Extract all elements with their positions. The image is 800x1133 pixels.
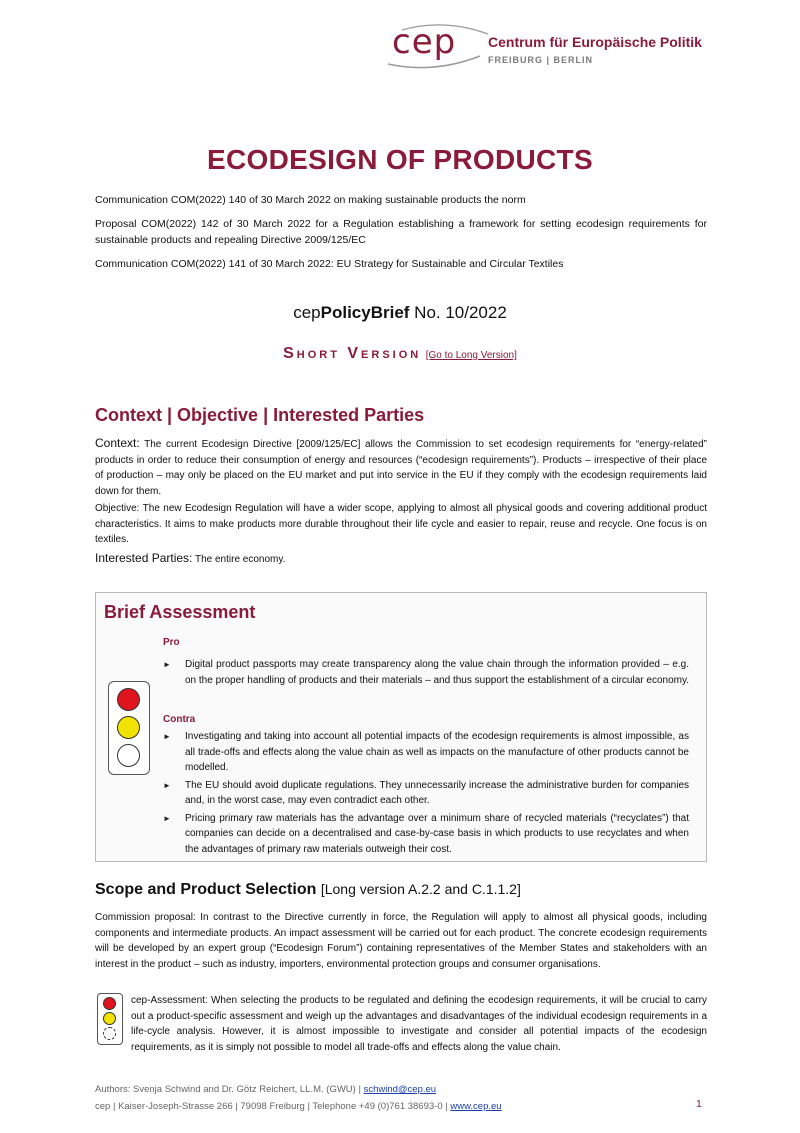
parties-text: The entire economy.: [192, 554, 286, 565]
proposal-text: In contrast to the Directive currently in force, the Regulation will apply to almost all physical goods, including components and intermediate products. An impact assessment will be carried out for each product. The concrete ecodesign requirements will be developed by an expert group (“Ecodesign Forum”) containing representatives of the Member States and stakeholders with an interest in the product – such as industry, importers, environmental protection groups and consumer organisations.: [95, 912, 707, 970]
pro-list: [163, 657, 689, 690]
org-location: FREIBURG | BERLIN: [488, 55, 594, 65]
scope-heading: [95, 881, 521, 899]
brief-prefix: cep: [293, 303, 321, 322]
long-version-link[interactable]: [Go to Long Version]: [425, 350, 517, 361]
proposal-label: Commission proposal:: [95, 912, 196, 923]
authors-text: Authors: Svenja Schwind and Dr. Götz Reichert, LL.M. (GWU) |: [95, 1084, 364, 1095]
cep-assessment-label: cep-Assessment:: [131, 995, 208, 1006]
short-version-line: [0, 345, 800, 363]
policy-brief-number: [0, 303, 800, 323]
contra-label: Contra: [163, 714, 196, 725]
yellow-light-icon: [117, 716, 140, 739]
objective-label: Objective:: [95, 503, 140, 514]
traffic-light-icon: [108, 681, 150, 775]
org-name: Centrum für Europäische Politik: [488, 34, 702, 50]
brief-number: No. 10/2022: [409, 303, 507, 322]
objective-text: The new Ecodesign Regulation will have a wider scope, applying to almost all physical goods and covering additional product characteristics. It aims to make products more durable throughout their life cycle and easier to repair, reuse and recycle. One focus is on textiles.: [95, 503, 707, 545]
footer-authors: [95, 1081, 707, 1098]
short-version-label: Short Version: [283, 345, 422, 362]
brief-assessment-box: [95, 592, 707, 862]
context-paragraph: [95, 436, 707, 499]
parties-paragraph: [95, 551, 707, 568]
website-link[interactable]: www.cep.eu: [450, 1101, 502, 1112]
scope-title: Scope and Product Selection: [95, 881, 317, 898]
contra-list: [163, 729, 689, 859]
parties-label: Interested Parties:: [95, 551, 193, 565]
cep-assessment-paragraph: [131, 993, 707, 1055]
reference-3: Communication COM(2022) 141 of 30 March 2022: EU Strategy for Sustainable and Circular Textiles: [95, 258, 564, 270]
assessment-heading: Brief Assessment: [104, 602, 256, 622]
document-title: ECODESIGN OF PRODUCTS: [207, 144, 593, 175]
commission-proposal-paragraph: [95, 910, 707, 972]
footer-address: [95, 1098, 707, 1115]
reference-1: Communication COM(2022) 140 of 30 March 2022 on making sustainable products the norm: [95, 194, 526, 206]
reference-2: Proposal COM(2022) 142 of 30 March 2022 for a Regulation establishing a framework for setting ecodesign requirements for sustainable products and repealing Directive 2009/125/EC: [95, 218, 707, 246]
author-email-link[interactable]: schwind@cep.eu: [363, 1084, 437, 1095]
context-label: Context:: [95, 436, 140, 450]
small-traffic-light-icon: [97, 993, 123, 1045]
pro-item: ► Digital product passports may create transparency along the value chain through the information provided – e.g. on the proper handling of products and their materials – and thus support the establishment of a circular economy.: [163, 657, 689, 688]
cep-logo: [392, 22, 722, 72]
logo-text: cep: [392, 22, 457, 62]
red-light-icon: [117, 688, 140, 711]
address-text: cep | Kaiser-Joseph-Strasse 266 | 79098 Freiburg | Telephone +49 (0)761 38693-0 |: [95, 1101, 451, 1112]
off-light-icon: [103, 1027, 116, 1040]
red-light-icon: [103, 997, 116, 1010]
contra-item: ► Pricing primary raw materials has the advantage over a minimum share of recycled materials (“recyclates”) that companies can decide on a decentralised and case-by-case basis in which products to use recyclates and when the advantages of primary raw materials outweigh their cost.: [163, 811, 689, 858]
objective-paragraph: [95, 501, 707, 548]
page-number: 1: [696, 1098, 702, 1110]
yellow-light-icon: [103, 1012, 116, 1025]
pro-label: Pro: [163, 637, 180, 648]
off-light-icon: [117, 744, 140, 767]
context-text: The current Ecodesign Directive [2009/125/EC] allows the Commission to set ecodesign requirements for “energy-related” products in order to reduce their consumption of energy and resources (“ecodesign requirements”). Products – irrespective of their place of production – may only be placed on the EU market and put into service in the EU if they comply with the ecodesign requirements laid down for them.: [95, 439, 707, 497]
contra-item: ► Investigating and taking into account all potential impacts of the ecodesign requirements is almost impossible, as all trade-offs and effects along the value chain as well as impacts on the manufacture of other products cannot be modelled.: [163, 729, 689, 776]
context-heading: Context | Objective | Interested Parties: [95, 405, 425, 425]
brief-name: PolicyBrief: [320, 303, 410, 322]
cep-assessment-text: When selecting the products to be regulated and defining the ecodesign requirements, it will be crucial to carry out a product-specific assessment and weigh up the advantages and disadvantages of the individual ecodesign requirements in a life-cycle analysis. However, it is almost impossible to investigate and consider all potential impacts of the ecodesign requirements, as it is simply not possible to model all trade-offs and effects along the value chain.: [131, 995, 707, 1053]
contra-item: ► The EU should avoid duplicate regulations. They unnecessarily increase the administrative burden for companies and, in the worst case, may even contradict each other.: [163, 778, 689, 809]
scope-long-version-ref: [Long version A.2.2 and C.1.1.2]: [320, 881, 521, 897]
